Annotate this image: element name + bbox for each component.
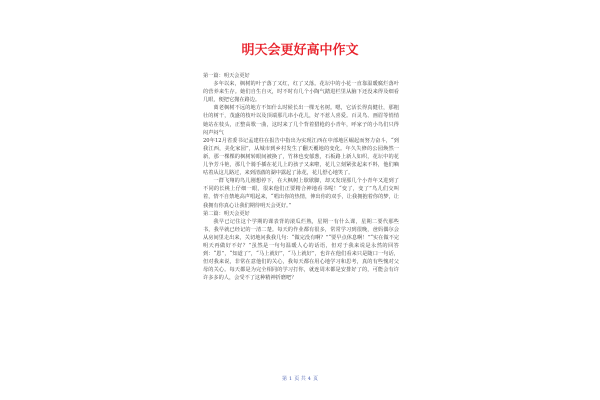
footer-prefix: 第 bbox=[282, 376, 288, 382]
footer-middle: 页 共 bbox=[294, 376, 306, 382]
section-heading-2: 第二篇：明天会更好 bbox=[203, 210, 250, 217]
paragraph: 多年以来，枫树的叶子落了又红，红了又落。花坛中的小花一直靠温暖腐烂落叶的营养来生存。她们自生自灭，时不时有几个小陶气踏进栏里从脑下还没来得及细看几眼，便把它抛在路边。 bbox=[203, 81, 399, 104]
paragraph: 我早已记住这个学期的课表背的滚瓜烂熟，星期一有什么课，星期二要代那些书，我早就已经记的一清二楚。每天的作业都有很多，常常学习到很晚，爸妈偶尔会从房间里走出来，关切地问我我几句：“做完没有啊？”“要早点休息啊！”“实在做不完明天再做好不好？”虽然是一句句温暖人心的话语，但对于我来说是永然的回答到：“恩”，“知道了”，“马上就好”，“马上就好”，也许在他们看来只是随口一句话，但对我来说，非常在意他们的关心，我每天都在用心地学习和思考，真的有些愧对父母的关心。每天都是为完全相同的学习打你，就连周末都是安排好了的，可能会有许许多多的人，会受不了这种精神折磨吧？ bbox=[203, 218, 399, 282]
footer-current-page: 1 bbox=[289, 376, 293, 382]
paragraph: 离老枫树不远的地方不知什么时候长出一棵无名树。嗯，它活长得真健壮，那粗壮的树干，茂盛的枝叶以及顶端那几串小花儿，好不惹人喜爱。百灵鸟、画眉等悄悄她站在枝头，正整高歌一曲，这时来了几个背着猎枪的小青年，呼家子的小鸟们只得闷声闷气 bbox=[203, 105, 399, 136]
section-heading-1: 第一篇：明天会更好 bbox=[203, 73, 250, 79]
page-footer bbox=[0, 375, 600, 382]
document-body bbox=[203, 72, 399, 282]
document-title: 明天会更好高中作文 bbox=[241, 43, 359, 58]
footer-total-pages: 4 bbox=[307, 376, 311, 382]
footer-suffix: 页 bbox=[312, 376, 318, 382]
paragraph: 20年12月省委书记孟建柱在报告中指出为实现江西在中部地区崛起而努力奋斗，“到我江西，美化家园”，从城市到乡村发生了翻天覆地的变化。年久失修的公园焕然一新，那一棵棵的枫树转眼间被换了，竹林也变郁葱，石板路上新人如织，花坛中的花儿争芳斗艳，那几个骑手插在花儿上的孩子又来啦，花儿立刻紧张起来不料，他们嘀咕着从这儿路过，来到清澈的湖中露起了泳花，花儿舒心地笑了。 bbox=[203, 137, 399, 177]
paragraph: 一群飞翔的鸟儿刚想停下，在大枫树上歇歇脚，却又发现那几个小青年又进到了不同的长桃上仔细一眼，很来他们正要精合神地看书呢！“变了，变了”鸟儿们交叫着，情不自禁地高声唱起来，“唱出你的热情，伸出你的双手，让我拥抱着你的梦，让我拥有你真心让我们期待明天会更好。” bbox=[203, 178, 399, 209]
